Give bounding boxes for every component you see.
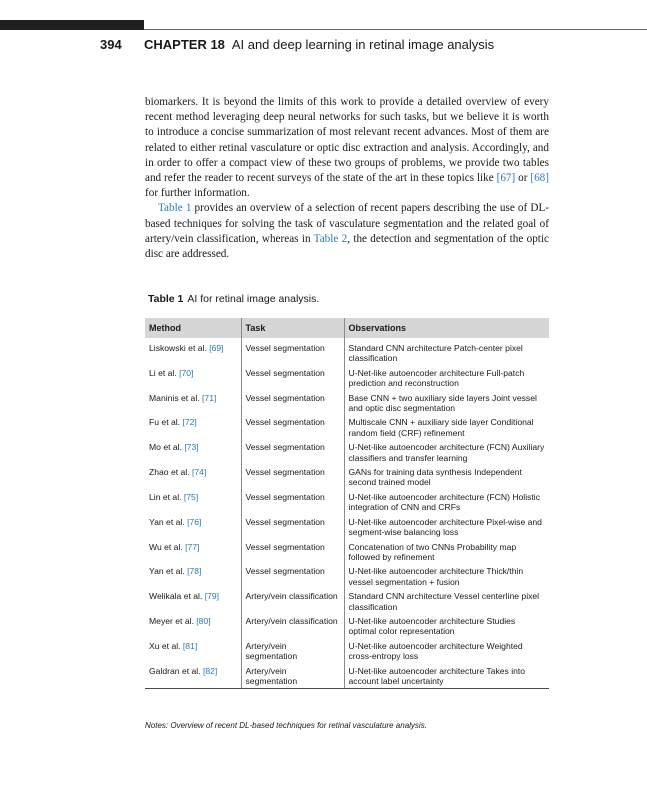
paragraph-2-end: , the detection and segmentation of the optic disc are addressed. — [145, 232, 549, 261]
observations-cell: Standard CNN architecture Vessel centerline pixel classification — [344, 589, 549, 614]
method-cell — [145, 564, 241, 589]
method-cell — [145, 589, 241, 614]
table-row — [145, 515, 549, 540]
method-cell — [145, 465, 241, 490]
method-cell — [145, 440, 241, 465]
method-name: Yan et al. — [149, 566, 185, 577]
table-row — [145, 338, 549, 366]
citation-link[interactable]: [79] — [204, 591, 220, 602]
observations-cell: U-Net-like autoencoder architecture Thick/thin vessel segmentation + fusion — [344, 564, 549, 589]
observations-cell: U-Net-like autoencoder architecture Full-patch prediction and reconstruction — [344, 366, 549, 391]
table-row — [145, 589, 549, 614]
citation-link[interactable]: [71] — [202, 392, 217, 403]
paragraph-2 — [145, 201, 549, 262]
citation-link[interactable]: [80] — [196, 615, 211, 626]
table-caption-label: Table 1 — [148, 293, 184, 305]
task-cell: Vessel segmentation — [241, 415, 344, 440]
task-cell: Vessel segmentation — [241, 440, 344, 465]
header-rule — [144, 29, 647, 30]
chapter-title: AI and deep learning in retinal image analysis — [231, 37, 495, 52]
citation-link[interactable]: [76] — [187, 516, 202, 527]
task-cell: Artery/vein classification — [241, 614, 344, 639]
table-caption — [148, 293, 319, 305]
method-name: Yan et al. — [149, 516, 185, 527]
body-text — [145, 95, 549, 262]
paragraph-1 — [145, 95, 549, 201]
column-header: Method — [145, 318, 241, 338]
citation-link[interactable]: [70] — [179, 367, 194, 378]
task-cell: Vessel segmentation — [241, 540, 344, 565]
method-cell — [145, 614, 241, 639]
task-cell: Vessel segmentation — [241, 564, 344, 589]
task-cell: Vessel segmentation — [241, 465, 344, 490]
table-row — [145, 465, 549, 490]
method-cell — [145, 415, 241, 440]
observations-cell: U-Net-like autoencoder architecture (FCN) Holistic integration of CNN and CRFs — [344, 490, 549, 515]
method-name: Liskowski et al. — [149, 343, 207, 353]
paragraph-2-text: provides an overview of a selection of recent papers describing the use of DL-based techniques for solving the task of vasculature segmentation and the related goal of artery/vein classification, whereas in — [145, 202, 550, 245]
paragraph-1-end: for further information. — [145, 187, 250, 200]
citation-link[interactable]: [82] — [202, 665, 218, 676]
observations-cell: U-Net-like autoencoder architecture Weighted cross-entropy loss — [344, 639, 549, 664]
table-row — [145, 366, 549, 391]
header-bar — [0, 20, 144, 30]
observations-cell: GANs for training data synthesis Independent second trained model — [344, 465, 549, 490]
citation-link[interactable]: [68] — [530, 172, 549, 185]
table-1-link[interactable]: Table 1 — [158, 202, 192, 215]
methods-table — [145, 318, 549, 689]
method-name: Zhao et al. — [149, 467, 190, 478]
table-row — [145, 391, 549, 416]
method-name: Maninis et al. — [149, 392, 200, 403]
table-row — [145, 639, 549, 664]
task-cell: Vessel segmentation — [241, 391, 344, 416]
observations-cell: U-Net-like autoencoder architecture (FCN) Auxiliary classifiers and transfer learning — [344, 440, 549, 465]
task-cell: Artery/vein classification — [241, 589, 344, 614]
method-name: Lin et al. — [149, 491, 182, 502]
method-name: Xu et al. — [149, 640, 181, 651]
method-cell — [145, 639, 241, 664]
table-notes: Notes: Overview of recent DL-based techniques for retinal vasculature analysis. — [145, 721, 427, 730]
observations-cell: U-Net-like autoencoder architecture Studies optimal color representation — [344, 614, 549, 639]
citation-link[interactable]: [73] — [184, 442, 199, 453]
chapter-label: CHAPTER 18 — [144, 37, 225, 52]
citation-link[interactable]: [77] — [185, 541, 200, 552]
task-cell: Vessel segmentation — [241, 366, 344, 391]
task-cell: Artery/vein segmentation — [241, 664, 344, 689]
task-cell: Vessel segmentation — [241, 490, 344, 515]
column-header: Observations — [344, 318, 549, 338]
column-header: Task — [241, 318, 344, 338]
observations-cell: Standard CNN architecture Patch-center pixel classification — [344, 338, 549, 366]
table-header-row — [145, 318, 549, 338]
table-row — [145, 440, 549, 465]
observations-cell: Multiscale CNN + auxiliary side layer Conditional random field (CRF) refinement — [344, 415, 549, 440]
method-name: Welikala et al. — [149, 591, 203, 602]
method-cell — [145, 490, 241, 515]
table-row — [145, 564, 549, 589]
table-row — [145, 540, 549, 565]
citation-link[interactable]: [67] — [496, 172, 516, 185]
observations-cell: Concatenation of two CNNs Probability map followed by refinement — [344, 540, 549, 565]
task-cell: Artery/vein segmentation — [241, 639, 344, 664]
table-row — [145, 490, 549, 515]
citation-link[interactable]: [78] — [187, 566, 202, 577]
paragraph-1-text: biomarkers. It is beyond the limits of this work to provide a detailed overview of every recent method leveraging deep neural networks for such tasks, but we believe it is worth to introduce a concise summarization of most relevant recent advances. Most of them are related to either retinal vasculature or optic disc extraction and analysis. Accordingly, and in order to offer a compact view of these two groups of problems, we provide two tables and refer the reader to recent surveys of the state of the art in these topics like — [145, 96, 549, 185]
table-2-link[interactable]: Table 2 — [313, 232, 348, 245]
task-cell: Vessel segmentation — [241, 338, 344, 366]
method-name: Li et al. — [149, 367, 177, 378]
observations-cell: U-Net-like autoencoder architecture Takes into account label uncertainty — [344, 664, 549, 689]
observations-cell: Base CNN + two auxiliary side layers Joint vessel and optic disc segmentation — [344, 391, 549, 416]
method-name: Wu et al. — [149, 541, 183, 552]
method-cell — [145, 366, 241, 391]
method-cell — [145, 515, 241, 540]
running-header — [100, 37, 494, 52]
table-row — [145, 664, 549, 689]
table-row — [145, 415, 549, 440]
citation-link[interactable]: [75] — [183, 491, 199, 502]
method-name: Mo et al. — [149, 442, 182, 453]
method-cell — [145, 664, 241, 689]
page-number: 394 — [100, 37, 122, 52]
method-cell — [145, 391, 241, 416]
citation-link[interactable]: [69] — [209, 343, 224, 353]
method-cell — [145, 338, 241, 366]
method-cell — [145, 540, 241, 565]
citation-link[interactable]: [72] — [182, 417, 197, 428]
citation-link[interactable]: [74] — [192, 467, 207, 478]
citation-link[interactable]: [81] — [182, 640, 198, 651]
paragraph-1-connector: or — [515, 172, 531, 185]
table-row — [145, 614, 549, 639]
table-caption-text: AI for retinal image analysis. — [187, 293, 320, 305]
method-name: Fu et al. — [149, 417, 181, 428]
task-cell: Vessel segmentation — [241, 515, 344, 540]
method-name: Galdran et al. — [149, 665, 201, 676]
method-name: Meyer et al. — [149, 615, 194, 626]
observations-cell: U-Net-like autoencoder architecture Pixel-wise and segment-wise balancing loss — [344, 515, 549, 540]
